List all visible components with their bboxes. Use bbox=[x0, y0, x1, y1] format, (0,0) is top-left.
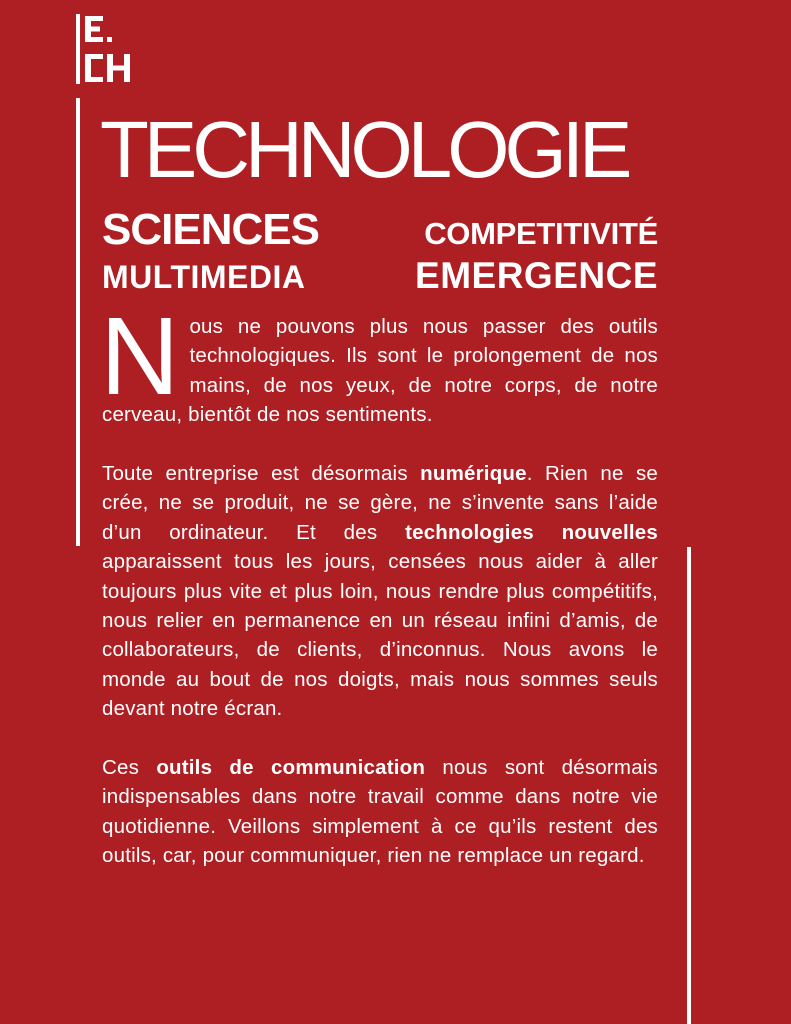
keyword-emergence: EMERGENCE bbox=[415, 255, 658, 296]
eh-logo bbox=[76, 14, 138, 84]
paragraph-3-text-1: Ces bbox=[102, 756, 157, 780]
paragraph-3-bold-outils: outils de communication bbox=[156, 756, 426, 780]
paragraph-2-text-1: Toute entreprise est désormais bbox=[102, 462, 421, 486]
keywords-row-2 bbox=[102, 254, 658, 298]
paragraph-3-text-2: nous sont désormais indispensables dans notre travail comme dans notre vie quotidienne. Veillons simplement à ce qu’ils restent des outils, car, pour communiquer, rien ne remplace un regard. bbox=[102, 756, 658, 868]
paragraph-1-text: ous ne pouvons plus nous passer des outils technologiques. Ils sont le prolongement de nos mains, de nos yeux, de notre corps, de notre cerveau, bientôt de nos sentiments. bbox=[102, 315, 658, 427]
keyword-competitivite: COMPETITIVITÉ bbox=[424, 216, 658, 251]
body-text bbox=[100, 295, 659, 900]
paragraph-3 bbox=[102, 753, 658, 871]
keywords-row-1 bbox=[102, 206, 658, 254]
page-title: TECHNOLOGIE bbox=[100, 105, 628, 194]
right-vertical-rule bbox=[687, 547, 691, 1024]
paragraph-2-bold-numerique: numérique bbox=[420, 462, 527, 486]
paragraph-2-text-2: . Rien ne se crée, ne se produit, ne se gère, ne s’invente sans l’aide d’un ordinateur. Et des bbox=[102, 462, 659, 544]
keyword-sciences: SCIENCES bbox=[102, 205, 319, 254]
eh-logo-mark bbox=[76, 14, 138, 84]
paragraph-2-text-3: apparaissent tous les jours, censées nous aider à aller toujours plus vite et plus loin, nous rendre plus compétitifs, nous relier en permanence en un réseau infini d’amis, de collaborateurs, de clients, d’inconnus. Nous avons le monde au bout de nos doigts, mais nous sommes seuls devant notre écran. bbox=[102, 550, 658, 721]
left-vertical-rule bbox=[76, 98, 80, 546]
paragraph-2-bold-technologies: technologies nouvelles bbox=[405, 520, 659, 544]
paragraph-1 bbox=[100, 295, 658, 430]
paragraph-2 bbox=[102, 459, 658, 724]
keyword-multimedia: MULTIMEDIA bbox=[102, 259, 306, 295]
drop-cap: N bbox=[100, 295, 176, 418]
